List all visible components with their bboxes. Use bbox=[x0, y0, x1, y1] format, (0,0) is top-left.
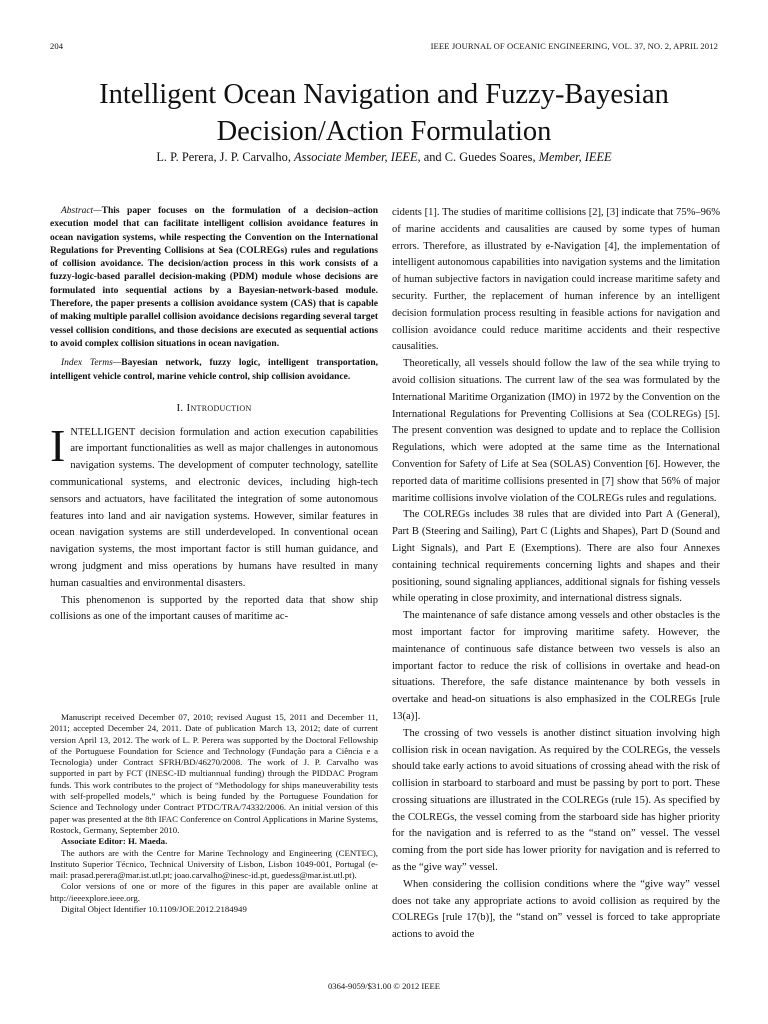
abstract-text: This paper focuses on the formulation of a decision–action execution model that can facilitate intelligent collision avoidance features in ocean navigation systems, while respecting the Convention on the International Regulations for Preventing Collisions at Sea (COLREGs) rules and regulations of collision avoidance. The decision/action process in this work consists of a fuzzy-logic-based parallel decision-making (PDM) module whose decisions are formulated into sequential actions by a Bayesian-network-based module. Therefore, the paper presents a collision avoidance system (CAS) that is capable of making multiple parallel collision avoidance decisions regarding several target vessel collision conditions, and those decisions are executed as sequential actions to avoid complex collision situations in ocean navigation. bbox=[50, 206, 378, 349]
authors-names-1: L. P. Perera, J. P. Carvalho, bbox=[156, 150, 295, 164]
right-paragraph-4: The maintenance of safe distance among vessels and other obstacles is the most important factor for improving maritime safety. However, the maintenance of continuous safe distance between two vessels is also an important factor to reduce the risk of collisions in overtake and head-on situations. Therefore, the safe distance maintenance by both vessels in overtake and head-on situations is also emphasized in the COLREGs [rule 13(a)]. bbox=[392, 610, 720, 722]
abstract bbox=[50, 205, 378, 351]
author-line bbox=[0, 150, 768, 165]
index-terms-text: Bayesian network, fuzzy logic, intelligent transportation, intelligent vehicle control, marine vehicle control, ship collision avoidance. bbox=[50, 358, 378, 382]
abstract-label: Abstract— bbox=[61, 206, 102, 216]
footnote bbox=[50, 712, 378, 915]
intro-text: decision formulation and action execution capabilities are important functionalities as well as major challenges in autonomous navigation systems. The development of computer technology, satellite communicational systems, and electronic devices, including high-tech sensors and actuators, have facilitated the integration of some autonomous features into land and air navigation systems. However, similar features in ocean navigation systems are still underdeveloped. In conventional ocean navigation systems, the most important factor is still human guidance, and wrong judgment and miss operations by humans have resulted in many human casualties and environmental disasters. bbox=[50, 426, 378, 589]
authors-names-2: , and C. Guedes Soares, bbox=[417, 150, 539, 164]
section-heading bbox=[50, 400, 378, 417]
footnote-editor: Associate Editor: H. Maeda. bbox=[61, 836, 168, 847]
footnote-manuscript: Manuscript received December 07, 2010; revised August 15, 2011 and December 11, 2011; accepted December 24, 2011. Date of publication March 13, 2012; date of current version April 13, 2012. The work of L. P. Perera was supported by the Doctoral Fellowship of the Portuguese Foundation for Science and Technology (Fundação para a Ciência e a Tecnologia) under Contract SFRH/BD/46270/2008. The work of J. P. Carvalho was supported in part by FCT (INESC-ID multiannual funding) through the PIDDAC Program funds. This work contributes to the project of “Methodology for ships maneuverability tests with self-propelled models,” which is being funded by the Portuguese Foundation for Science and Technology under Contract PTDC/TRA/74332/2006. An initial version of this paper was presented at the 8th IFAC Conference on Control Applications in Marine Systems, Rostock, Germany, September 2010. bbox=[50, 712, 378, 835]
paper-title bbox=[0, 76, 768, 150]
left-column bbox=[50, 205, 378, 626]
copyright-line: 0364-9059/$31.00 © 2012 IEEE bbox=[327, 981, 441, 991]
index-terms-label: Index Terms— bbox=[61, 358, 122, 369]
section-number: I. bbox=[176, 401, 187, 414]
footnote-affiliation: The authors are with the Centre for Marine Technology and Engineering (CENTEC), Instituto Superior Técnico, Technical University of Lisbon, Lisbon 1049-001, Portugal (e-mail: prasad.perera@mar.ist.utl.pt; joao.carvalho@inesc-id.pt, guedess@mar.ist.utl.pt). bbox=[50, 847, 378, 881]
right-paragraph-1: cidents [1]. The studies of maritime collisions [2], [3] indicate that 75%–96% of marine accidents and causalities are caused by some types of human errors. Therefore, as illustrated by e-Navigation [4], the implementation of intelligent autonomous capabilities into navigation systems and the limitation of human subjective factors in navigation could increase maritime safety and security. Further, the replacement of human inference by an intelligent decision formulation process resulting in feasible actions for navigation and collision avoidance could reduce maritime accidents and their respective causalities. bbox=[392, 207, 720, 353]
right-paragraph-3: The COLREGs includes 38 rules that are divided into Part A (General), Part B (Steering and Sailing), Part C (Lights and Shapes), Part D (Sound and Light Signals), and Part E (Exemptions). There are also four Annexes containing technical requirements concerning lights and shapes and their positioning, sound signaling appliances, additional signals for fishing vessels while operating in close proximity, and international distress signals. bbox=[392, 509, 720, 605]
right-paragraph-2: Theoretically, all vessels should follow the law of the sea while trying to avoid collision situations. The current law of the sea was formulated by the International Maritime Organization (IMO) in 1972 by the Convention on the International Regulations for Preventing Collisions at Sea (COLREGs) [5]. The present convention was designed to update and to replace the Collision Regulations, which were adopted at the same time as the International Convention for Safety of Life at Sea (SOLAS) Convention [6]. However, the reported data of maritime collisions presented in [7] show that 56% of major maritime collisions involve violation of the COLREGs rules and regulations. bbox=[392, 358, 720, 504]
title-line-1: Intelligent Ocean Navigation and Fuzzy-Bayesian bbox=[99, 79, 669, 110]
drop-cap: I bbox=[50, 419, 66, 471]
right-column bbox=[392, 205, 720, 944]
footnote-color: Color versions of one or more of the figures in this paper are available online at http://ieeexplore.ieee.org. bbox=[50, 881, 378, 903]
right-paragraph-5: The crossing of two vessels is another distinct situation involving high collision risk in ocean navigation. As required by the COLREGs, the vessels should take early actions to avoid situations of crossing ahead with the risk of collision in starboard to starboard and must be passing by port to port. These crossing situations are illustrated in the COLREGs (rule 15). As specified by the COLREGs, the vessel coming from the starboard side has higher priority for the navigation and is referred to as the “stand on” vessel. The vessel coming from the port side has lower priority for navigation and is referred to as the “give way” vessel. bbox=[392, 727, 720, 874]
footnote-doi: Digital Object Identifier 10.1109/JOE.2012.2184949 bbox=[61, 904, 247, 915]
intro-paragraph-1 bbox=[50, 419, 378, 593]
author-role-2: Member, IEEE bbox=[538, 150, 612, 164]
intro-paragraph-2: This phenomenon is supported by the reported data that show ship collisions as one of the important causes of maritime ac- bbox=[50, 594, 378, 623]
title-line-2: Decision/Action Formulation bbox=[216, 116, 552, 147]
intro-first-word: NTELLIGENT bbox=[70, 426, 136, 438]
index-terms bbox=[50, 357, 378, 384]
section-title: Introduction bbox=[186, 401, 252, 414]
author-role-1: Associate Member, IEEE bbox=[294, 150, 418, 164]
right-paragraph-6: When considering the collision conditions where the “give way” vessel does not take any appropriate actions to avoid collision as required by the COLREGs [rule 17(b)], the “stand on” vessel is forced to take appropriate actions to avoid the bbox=[392, 878, 720, 941]
page-number: 204 bbox=[50, 41, 64, 51]
journal-header: IEEE JOURNAL OF OCEANIC ENGINEERING, VOL. 37, NO. 2, APRIL 2012 bbox=[430, 41, 718, 51]
